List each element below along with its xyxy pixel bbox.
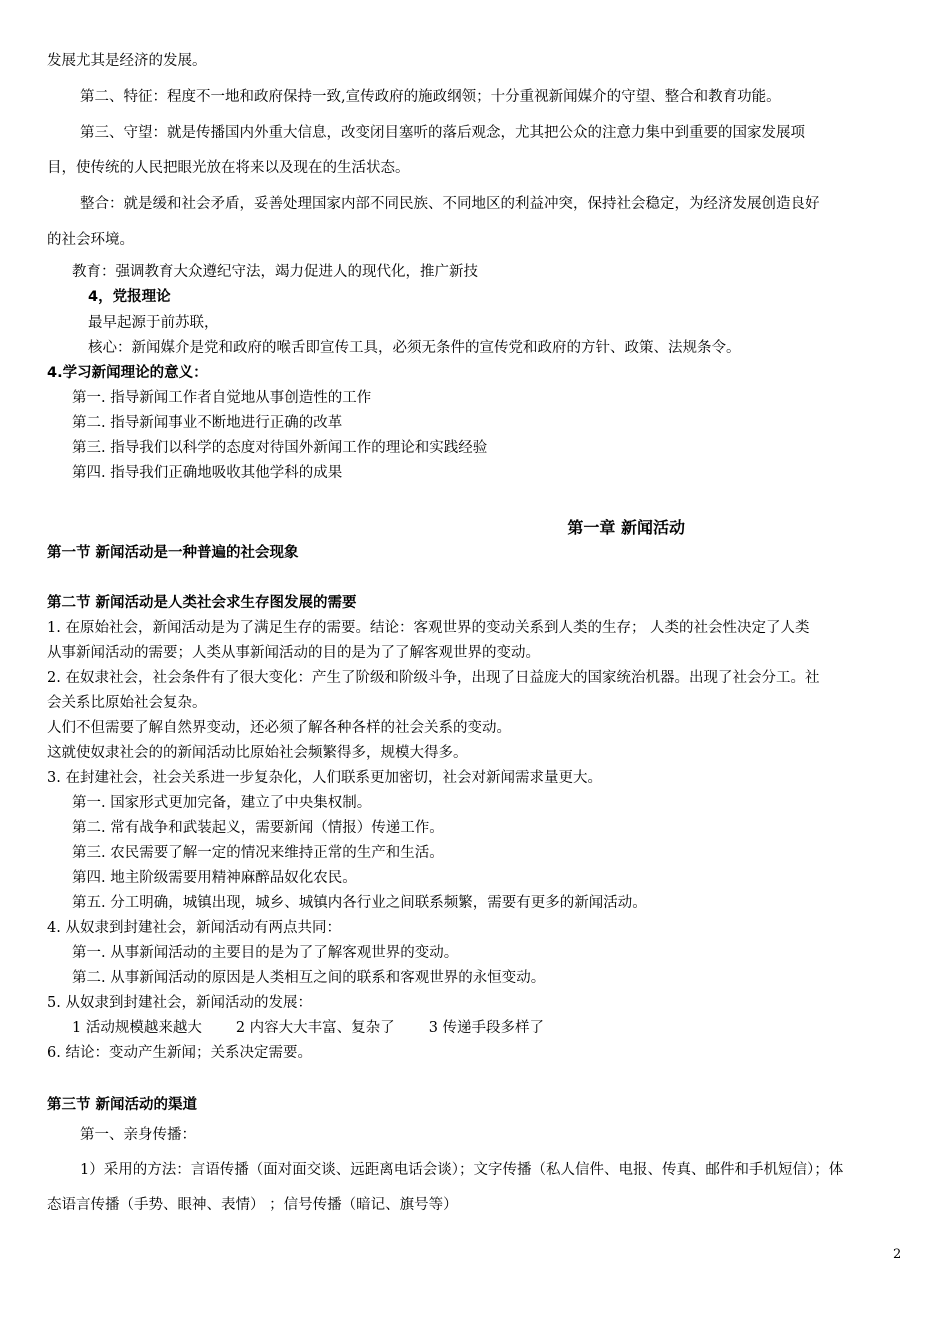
text-line: 6. 结论：变动产生新闻；关系决定需要。 xyxy=(47,1045,312,1061)
text-line: 教育：强调教育大众遵纪守法，竭力促进人的现代化，推广新技 xyxy=(72,264,478,280)
section-heading: 第三节 新闻活动的渠道 xyxy=(47,1097,198,1113)
section-heading: 第一节 新闻活动是一种普遍的社会现象 xyxy=(47,545,299,561)
text-line: 3. 在封建社会，社会关系进一步复杂化，人们联系更加密切，社会对新闻需求量更大。 xyxy=(47,770,602,786)
text-line: 从事新闻活动的需要；人类从事新闻活动的目的是为了了解客观世界的变动。 xyxy=(47,645,540,661)
list-item: 第五. 分工明确，城镇出现，城乡、城镇内各行业之间联系频繁，需要有更多的新闻活动。 xyxy=(72,895,647,911)
list-item: 第二. 指导新闻事业不断地进行正确的改革 xyxy=(72,415,343,431)
text-line: 发展尤其是经济的发展。 xyxy=(47,53,207,69)
text-line: 整合：就是缓和社会矛盾，妥善处理国家内部不同民族、不同地区的利益冲突，保持社会稳定，为经济发展创造良好 xyxy=(80,196,820,212)
text-line: 1）采用的方法：言语传播（面对面交谈、远距离电话会谈）；文字传播（私人信件、电报、传真、邮件和手机短信）；体 xyxy=(80,1162,844,1178)
list-item xyxy=(72,1018,544,1038)
text-line: 第一、亲身传播： xyxy=(80,1127,196,1143)
list-item: 第二. 常有战争和武装起义，需要新闻（情报）传递工作。 xyxy=(72,820,444,836)
list-item: 第四. 地主阶级需要用精神麻醉品奴化农民。 xyxy=(72,870,357,886)
text-line: 4. 从奴隶到封建社会，新闻活动有两点共同： xyxy=(47,920,341,936)
list-item-part: 3 传递手段多样了 xyxy=(428,1020,545,1036)
list-item: 第一. 从事新闻活动的主要目的是为了了解客观世界的变动。 xyxy=(72,945,459,961)
text-line: 这就使奴隶社会的的新闻活动比原始社会频繁得多，规模大得多。 xyxy=(47,745,468,761)
text-line: 最早起源于前苏联， xyxy=(88,315,219,331)
list-item: 第一. 指导新闻工作者自觉地从事创造性的工作 xyxy=(72,390,372,406)
text-line: 第二、特征：程度不一地和政府保持一致,宣传政府的施政纲领；十分重视新闻媒介的守望、整合和教育功能。 xyxy=(80,89,781,105)
text-line: 核心：新闻媒介是党和政府的喉舌即宣传工具，必须无条件的宣传党和政府的方针、政策、法规条令。 xyxy=(88,340,741,356)
chapter-title: 第一章 新闻活动 xyxy=(567,518,685,537)
subsection-heading: 4，党报理论 xyxy=(88,289,171,305)
text-line: 2. 在奴隶社会，社会条件有了很大变化：产生了阶级和阶级斗争，出现了日益庞大的国家统治机器。出现了社会分工。社 xyxy=(47,670,820,686)
text-line: 的社会环境。 xyxy=(47,232,134,248)
subsection-heading: 4.学习新闻理论的意义： xyxy=(47,365,208,381)
page-number: 2 xyxy=(893,1247,902,1262)
list-item: 第三. 农民需要了解一定的情况来维持正常的生产和生活。 xyxy=(72,845,444,861)
text-line: 第三、守望：就是传播国内外重大信息，改变闭目塞听的落后观念，尤其把公众的注意力集中到重要的国家发展项 xyxy=(80,125,805,141)
list-item: 第三. 指导我们以科学的态度对待国外新闻工作的理论和实践经验 xyxy=(72,440,488,456)
list-item-part: 1 活动规模越来越大 xyxy=(72,1020,202,1036)
text-line: 会关系比原始社会复杂。 xyxy=(47,695,207,711)
list-item: 第四. 指导我们正确地吸收其他学科的成果 xyxy=(72,465,343,481)
section-heading: 第二节 新闻活动是人类社会求生存图发展的需要 xyxy=(47,595,357,611)
list-item: 第二. 从事新闻活动的原因是人类相互之间的联系和客观世界的永恒变动。 xyxy=(72,970,546,986)
text-line: 1. 在原始社会，新闻活动是为了满足生存的需要。结论：客观世界的变动关系到人类的生存； 人类的社会性决定了人类 xyxy=(47,620,810,636)
text-line: 态语言传播（手势、眼神、表情） ；信号传播（暗记、旗号等） xyxy=(47,1197,458,1213)
text-line: 5. 从奴隶到封建社会，新闻活动的发展： xyxy=(47,995,312,1011)
text-line: 人们不但需要了解自然界变动，还必须了解各种各样的社会关系的变动。 xyxy=(47,720,511,736)
text-line: 目，使传统的人民把眼光放在将来以及现在的生活状态。 xyxy=(47,160,410,176)
list-item-part: 2 内容大大丰富、复杂了 xyxy=(235,1020,395,1036)
list-item: 第一. 国家形式更加完备，建立了中央集权制。 xyxy=(72,795,372,811)
